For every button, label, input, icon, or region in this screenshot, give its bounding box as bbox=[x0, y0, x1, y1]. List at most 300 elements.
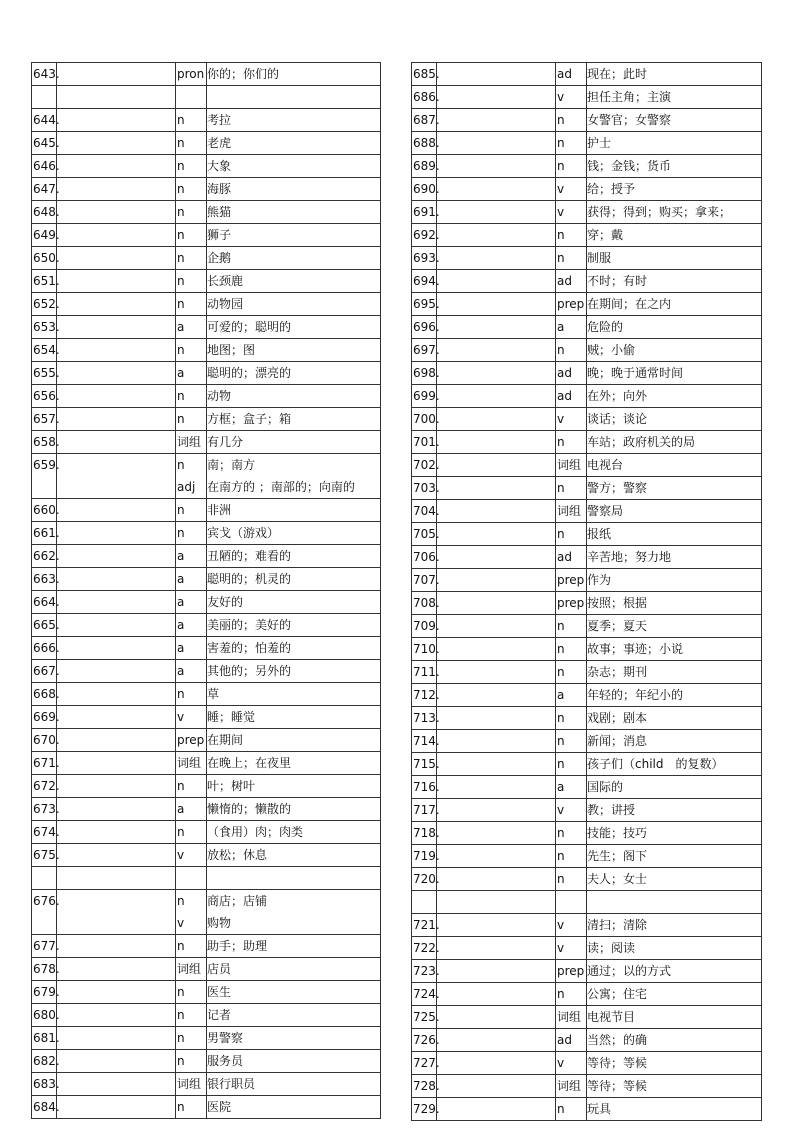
definition: 害羞的；怕羞的 bbox=[207, 641, 292, 655]
vocab-row bbox=[411, 109, 762, 132]
vocab-row bbox=[411, 592, 762, 615]
part-of-speech: n bbox=[177, 1100, 185, 1114]
entry-number: 694. bbox=[413, 274, 440, 288]
part-of-speech: n bbox=[177, 894, 185, 908]
entry-line bbox=[412, 270, 761, 292]
entry-number: 649. bbox=[33, 228, 60, 242]
entry-number: 652. bbox=[33, 297, 60, 311]
vocab-row bbox=[411, 201, 762, 224]
vocab-row bbox=[31, 201, 381, 224]
entry-line bbox=[412, 1098, 761, 1120]
definition: 孩子们（child 的复数） bbox=[587, 757, 724, 771]
entry-line bbox=[32, 385, 380, 407]
part-of-speech: v bbox=[557, 90, 565, 104]
entry-line bbox=[32, 958, 380, 980]
entry-number: 717. bbox=[413, 803, 440, 817]
vocab-row bbox=[411, 477, 762, 500]
entry-line bbox=[32, 867, 380, 889]
definition: 技能；技巧 bbox=[587, 826, 648, 840]
entry-number: 704. bbox=[413, 504, 440, 518]
entry-number: 669. bbox=[33, 710, 60, 724]
definition: 杂志；期刊 bbox=[587, 665, 648, 679]
vocab-row bbox=[31, 981, 381, 1004]
entry-number: 654. bbox=[33, 343, 60, 357]
part-of-speech: adj bbox=[177, 480, 196, 494]
entry-line bbox=[32, 890, 380, 912]
entry-line bbox=[32, 155, 380, 177]
vocab-row bbox=[31, 362, 381, 385]
part-of-speech: n bbox=[557, 159, 565, 173]
entry-number: 702. bbox=[413, 458, 440, 472]
part-of-speech: n bbox=[177, 779, 185, 793]
entry-line bbox=[412, 569, 761, 591]
definition: 担任主角；主演 bbox=[587, 90, 672, 104]
vocab-row bbox=[411, 638, 762, 661]
vocab-row bbox=[31, 958, 381, 981]
vocab-row bbox=[411, 569, 762, 592]
definition: 睡；睡觉 bbox=[207, 710, 256, 724]
vocab-row bbox=[411, 431, 762, 454]
definition: 有几分 bbox=[207, 435, 244, 449]
entry-line bbox=[412, 293, 761, 315]
entry-line bbox=[412, 776, 761, 798]
vocab-row bbox=[31, 63, 381, 86]
part-of-speech: 词组 bbox=[177, 435, 202, 449]
vocab-row bbox=[411, 914, 762, 937]
definition: 在外；向外 bbox=[587, 389, 648, 403]
vocab-row bbox=[411, 454, 762, 477]
entry-line bbox=[412, 592, 761, 614]
part-of-speech: a bbox=[177, 664, 185, 678]
vocab-row bbox=[411, 362, 762, 385]
vocab-row bbox=[411, 753, 762, 776]
vocab-row bbox=[31, 1050, 381, 1073]
entry-line bbox=[412, 1052, 761, 1074]
definition: 不时；有时 bbox=[587, 274, 648, 288]
entry-number: 666. bbox=[33, 641, 60, 655]
part-of-speech: 词组 bbox=[557, 504, 582, 518]
definition: 钱；金钱；货币 bbox=[587, 159, 672, 173]
definition: 戏剧；剧本 bbox=[587, 711, 648, 725]
definition: 给；授予 bbox=[587, 182, 636, 196]
part-of-speech: a bbox=[177, 618, 185, 632]
vocab-row bbox=[31, 1073, 381, 1096]
entry-number: 697. bbox=[413, 343, 440, 357]
entry-line bbox=[412, 109, 761, 131]
entry-line bbox=[32, 63, 380, 85]
part-of-speech: n bbox=[177, 687, 185, 701]
part-of-speech: a bbox=[177, 572, 185, 586]
part-of-speech: n bbox=[177, 985, 185, 999]
entry-line bbox=[412, 960, 761, 982]
definition: 地图；图 bbox=[207, 343, 256, 357]
entry-line bbox=[32, 201, 380, 223]
part-of-speech: n bbox=[557, 849, 565, 863]
vocab-row bbox=[411, 224, 762, 247]
part-of-speech: ad bbox=[557, 274, 572, 288]
entry-number: 677. bbox=[33, 939, 60, 953]
definition: 等待；等候 bbox=[587, 1056, 648, 1070]
part-of-speech: n bbox=[557, 734, 565, 748]
part-of-speech: v bbox=[557, 803, 565, 817]
entry-line bbox=[412, 891, 761, 913]
entry-line bbox=[412, 707, 761, 729]
definition: 南；南方 bbox=[207, 458, 256, 472]
definition: 草 bbox=[207, 687, 220, 701]
entry-number: 681. bbox=[33, 1031, 60, 1045]
entry-line bbox=[412, 477, 761, 499]
vocab-row bbox=[31, 247, 381, 270]
vocab-row bbox=[411, 316, 762, 339]
part-of-speech: v bbox=[557, 941, 565, 955]
definition: 教；讲授 bbox=[587, 803, 636, 817]
definition: 作为 bbox=[587, 573, 612, 587]
part-of-speech: prep bbox=[557, 297, 585, 311]
entry-line bbox=[32, 683, 380, 705]
entry-number: 647. bbox=[33, 182, 60, 196]
definition: 医院 bbox=[207, 1100, 232, 1114]
part-of-speech: ad bbox=[557, 67, 572, 81]
part-of-speech: prep bbox=[557, 596, 585, 610]
part-of-speech: ad bbox=[557, 366, 572, 380]
part-of-speech: ad bbox=[557, 1033, 572, 1047]
vocab-row bbox=[411, 546, 762, 569]
entry-number: 699. bbox=[413, 389, 440, 403]
vocab-row bbox=[411, 1029, 762, 1052]
entry-number: 695. bbox=[413, 297, 440, 311]
definition: 警察局 bbox=[587, 504, 624, 518]
definition: 懒惰的；懒散的 bbox=[207, 802, 292, 816]
definition: 公寓；住宅 bbox=[587, 987, 648, 1001]
definition: 获得；得到；购买；拿来； bbox=[587, 205, 732, 219]
entry-number: 682. bbox=[33, 1054, 60, 1068]
entry-line bbox=[412, 914, 761, 936]
vocab-row bbox=[31, 935, 381, 958]
entry-line bbox=[412, 224, 761, 246]
vocab-row bbox=[31, 431, 381, 454]
vocab-row bbox=[411, 799, 762, 822]
part-of-speech: n bbox=[177, 159, 185, 173]
part-of-speech: n bbox=[557, 757, 565, 771]
entry-number: 656. bbox=[33, 389, 60, 403]
part-of-speech: v bbox=[557, 918, 565, 932]
definition: 服务员 bbox=[207, 1054, 244, 1068]
entry-line bbox=[32, 844, 380, 866]
definition: 夏季；夏天 bbox=[587, 619, 648, 633]
part-of-speech: n bbox=[177, 1054, 185, 1068]
entry-number: 719. bbox=[413, 849, 440, 863]
entry-line bbox=[32, 178, 380, 200]
definition: 制服 bbox=[587, 251, 612, 265]
definition: 助手；助理 bbox=[207, 939, 268, 953]
entry-line bbox=[412, 500, 761, 522]
definition: 银行职员 bbox=[207, 1077, 256, 1091]
definition: 狮子 bbox=[207, 228, 232, 242]
vocab-row bbox=[31, 293, 381, 316]
entry-line bbox=[32, 1050, 380, 1072]
entry-line bbox=[32, 109, 380, 131]
definition: 老虎 bbox=[207, 136, 232, 150]
part-of-speech: a bbox=[177, 595, 185, 609]
definition: 等待；等候 bbox=[587, 1079, 648, 1093]
entry-number: 709. bbox=[413, 619, 440, 633]
definition: 购物 bbox=[207, 916, 232, 930]
part-of-speech: a bbox=[177, 549, 185, 563]
vocab-row bbox=[31, 660, 381, 683]
entry-line bbox=[412, 178, 761, 200]
definition: 按照；根据 bbox=[587, 596, 648, 610]
entry-number: 722. bbox=[413, 941, 440, 955]
vocab-row bbox=[31, 1004, 381, 1027]
entry-number: 714. bbox=[413, 734, 440, 748]
definition: 考拉 bbox=[207, 113, 232, 127]
vocab-table-right bbox=[411, 62, 762, 1121]
entry-line bbox=[32, 522, 380, 544]
entry-number: 684. bbox=[33, 1100, 60, 1114]
vocab-row bbox=[411, 270, 762, 293]
entry-line bbox=[32, 316, 380, 338]
entry-number: 674. bbox=[33, 825, 60, 839]
entry-number: 679. bbox=[33, 985, 60, 999]
vocab-row bbox=[31, 408, 381, 431]
vocab-table-left bbox=[31, 62, 381, 1119]
entry-line bbox=[32, 614, 380, 636]
definition: 护士 bbox=[587, 136, 612, 150]
entry-number: 653. bbox=[33, 320, 60, 334]
vocab-row bbox=[31, 1027, 381, 1050]
entry-line bbox=[32, 752, 380, 774]
part-of-speech: a bbox=[557, 688, 565, 702]
part-of-speech: n bbox=[177, 251, 185, 265]
vocab-row bbox=[411, 1098, 762, 1121]
entry-number: 723. bbox=[413, 964, 440, 978]
vocab-row bbox=[411, 523, 762, 546]
vocab-row bbox=[31, 86, 381, 109]
definition: 商店；店铺 bbox=[207, 894, 268, 908]
vocab-row bbox=[411, 86, 762, 109]
entry-number: 668. bbox=[33, 687, 60, 701]
entry-number: 705. bbox=[413, 527, 440, 541]
definition: 清扫；清除 bbox=[587, 918, 648, 932]
vocab-row bbox=[411, 684, 762, 707]
part-of-speech: n bbox=[177, 1008, 185, 1022]
part-of-speech: 词组 bbox=[557, 1010, 582, 1024]
entry-line bbox=[32, 798, 380, 820]
vocab-row bbox=[411, 178, 762, 201]
definition: 穿；戴 bbox=[587, 228, 624, 242]
entry-number: 721. bbox=[413, 918, 440, 932]
vocab-row bbox=[411, 132, 762, 155]
entry-number: 687. bbox=[413, 113, 440, 127]
part-of-speech: n bbox=[177, 136, 185, 150]
entry-number: 729. bbox=[413, 1102, 440, 1116]
part-of-speech: n bbox=[177, 503, 185, 517]
part-of-speech: 词组 bbox=[177, 756, 202, 770]
definition: 在期间；在之内 bbox=[587, 297, 672, 311]
vocab-row bbox=[411, 868, 762, 891]
definition: 美丽的；美好的 bbox=[207, 618, 292, 632]
definition: 友好的 bbox=[207, 595, 244, 609]
entry-line bbox=[32, 981, 380, 1003]
vocab-row bbox=[411, 707, 762, 730]
entry-line bbox=[412, 132, 761, 154]
vocab-row bbox=[31, 683, 381, 706]
entry-number: 675. bbox=[33, 848, 60, 862]
part-of-speech: n bbox=[557, 987, 565, 1001]
definition: 企鹅 bbox=[207, 251, 232, 265]
part-of-speech: n bbox=[177, 205, 185, 219]
vocab-row bbox=[31, 545, 381, 568]
definition: 国际的 bbox=[587, 780, 624, 794]
part-of-speech: n bbox=[557, 343, 565, 357]
definition: 叶；树叶 bbox=[207, 779, 256, 793]
entry-number: 660. bbox=[33, 503, 60, 517]
entry-number: 711. bbox=[413, 665, 440, 679]
vocab-row bbox=[31, 844, 381, 867]
entry-line bbox=[32, 454, 380, 476]
entry-number: 644. bbox=[33, 113, 60, 127]
entry-number: 713. bbox=[413, 711, 440, 725]
definition: 店员 bbox=[207, 962, 232, 976]
vocab-row bbox=[31, 109, 381, 132]
entry-line bbox=[412, 799, 761, 821]
entry-number: 727. bbox=[413, 1056, 440, 1070]
entry-line bbox=[412, 1029, 761, 1051]
definition: 记者 bbox=[207, 1008, 232, 1022]
definition: 电视台 bbox=[587, 458, 624, 472]
entry-line bbox=[32, 476, 380, 498]
part-of-speech: n bbox=[177, 389, 185, 403]
definition: 电视节目 bbox=[587, 1010, 636, 1024]
part-of-speech: v bbox=[177, 916, 185, 930]
entry-number: 643. bbox=[33, 67, 60, 81]
entry-number: 689. bbox=[413, 159, 440, 173]
entry-line bbox=[32, 729, 380, 751]
vocab-row bbox=[411, 339, 762, 362]
entry-line bbox=[32, 224, 380, 246]
entry-line bbox=[412, 546, 761, 568]
entry-number: 710. bbox=[413, 642, 440, 656]
definition: 新闻；消息 bbox=[587, 734, 648, 748]
entry-line bbox=[412, 822, 761, 844]
entry-line bbox=[32, 247, 380, 269]
entry-number: 688. bbox=[413, 136, 440, 150]
definition: 男警察 bbox=[207, 1031, 244, 1045]
entry-line bbox=[32, 293, 380, 315]
part-of-speech: n bbox=[557, 481, 565, 495]
entry-line bbox=[412, 408, 761, 430]
vocab-row bbox=[31, 155, 381, 178]
part-of-speech: ad bbox=[557, 550, 572, 564]
part-of-speech: n bbox=[177, 113, 185, 127]
definition: （食用）肉；肉类 bbox=[207, 825, 304, 839]
entry-number: 706. bbox=[413, 550, 440, 564]
definition: 大象 bbox=[207, 159, 232, 173]
entry-number: 691. bbox=[413, 205, 440, 219]
vocab-row bbox=[31, 729, 381, 752]
part-of-speech: a bbox=[557, 320, 565, 334]
part-of-speech: 词组 bbox=[177, 962, 202, 976]
entry-number: 659. bbox=[33, 458, 60, 472]
vocab-row bbox=[411, 960, 762, 983]
definition: 医生 bbox=[207, 985, 232, 999]
part-of-speech: n bbox=[557, 251, 565, 265]
part-of-speech: n bbox=[177, 274, 185, 288]
entry-number: 670. bbox=[33, 733, 60, 747]
vocab-row bbox=[31, 385, 381, 408]
part-of-speech: v bbox=[557, 412, 565, 426]
entry-number: 715. bbox=[413, 757, 440, 771]
entry-line bbox=[32, 132, 380, 154]
entry-line bbox=[32, 431, 380, 453]
part-of-speech: n bbox=[557, 872, 565, 886]
part-of-speech: prep bbox=[177, 733, 205, 747]
vocab-row bbox=[31, 821, 381, 844]
part-of-speech: n bbox=[557, 113, 565, 127]
part-of-speech: ad bbox=[557, 389, 572, 403]
definition: 在期间 bbox=[207, 733, 244, 747]
definition: 读；阅读 bbox=[587, 941, 636, 955]
part-of-speech: v bbox=[177, 848, 185, 862]
part-of-speech: n bbox=[557, 619, 565, 633]
vocab-row bbox=[31, 270, 381, 293]
definition: 年轻的；年纪小的 bbox=[587, 688, 684, 702]
entry-number: 700. bbox=[413, 412, 440, 426]
entry-line bbox=[412, 201, 761, 223]
vocab-row bbox=[31, 775, 381, 798]
entry-number: 671. bbox=[33, 756, 60, 770]
vocab-row bbox=[411, 1006, 762, 1029]
entry-line bbox=[412, 431, 761, 453]
part-of-speech: v bbox=[557, 205, 565, 219]
vocab-row bbox=[411, 247, 762, 270]
entry-number: 686. bbox=[413, 90, 440, 104]
vocab-row bbox=[411, 661, 762, 684]
vocab-row bbox=[31, 522, 381, 545]
entry-line bbox=[32, 1096, 380, 1118]
part-of-speech: 词组 bbox=[557, 1079, 582, 1093]
definition: 可爱的；聪明的 bbox=[207, 320, 292, 334]
entry-line bbox=[32, 1027, 380, 1049]
entry-number: 676. bbox=[33, 894, 60, 908]
entry-number: 673. bbox=[33, 802, 60, 816]
entry-line bbox=[32, 568, 380, 590]
vocab-row bbox=[31, 890, 381, 935]
vocab-row bbox=[411, 500, 762, 523]
part-of-speech: n bbox=[177, 297, 185, 311]
part-of-speech: n bbox=[557, 527, 565, 541]
vocab-row bbox=[411, 155, 762, 178]
entry-number: 693. bbox=[413, 251, 440, 265]
vocab-row bbox=[31, 798, 381, 821]
definition: 聪明的；机灵的 bbox=[207, 572, 292, 586]
entry-line bbox=[32, 1073, 380, 1095]
entry-number: 645. bbox=[33, 136, 60, 150]
definition: 故事；事迹；小说 bbox=[587, 642, 684, 656]
entry-line bbox=[412, 247, 761, 269]
part-of-speech: n bbox=[557, 665, 565, 679]
entry-number: 692. bbox=[413, 228, 440, 242]
part-of-speech: n bbox=[557, 435, 565, 449]
definition: 其他的；另外的 bbox=[207, 664, 292, 678]
definition: 女警官；女警察 bbox=[587, 113, 672, 127]
entry-number: 650. bbox=[33, 251, 60, 265]
part-of-speech: 词组 bbox=[557, 458, 582, 472]
vocab-row bbox=[411, 822, 762, 845]
entry-line bbox=[412, 339, 761, 361]
vocab-row bbox=[31, 132, 381, 155]
entry-line bbox=[412, 615, 761, 637]
